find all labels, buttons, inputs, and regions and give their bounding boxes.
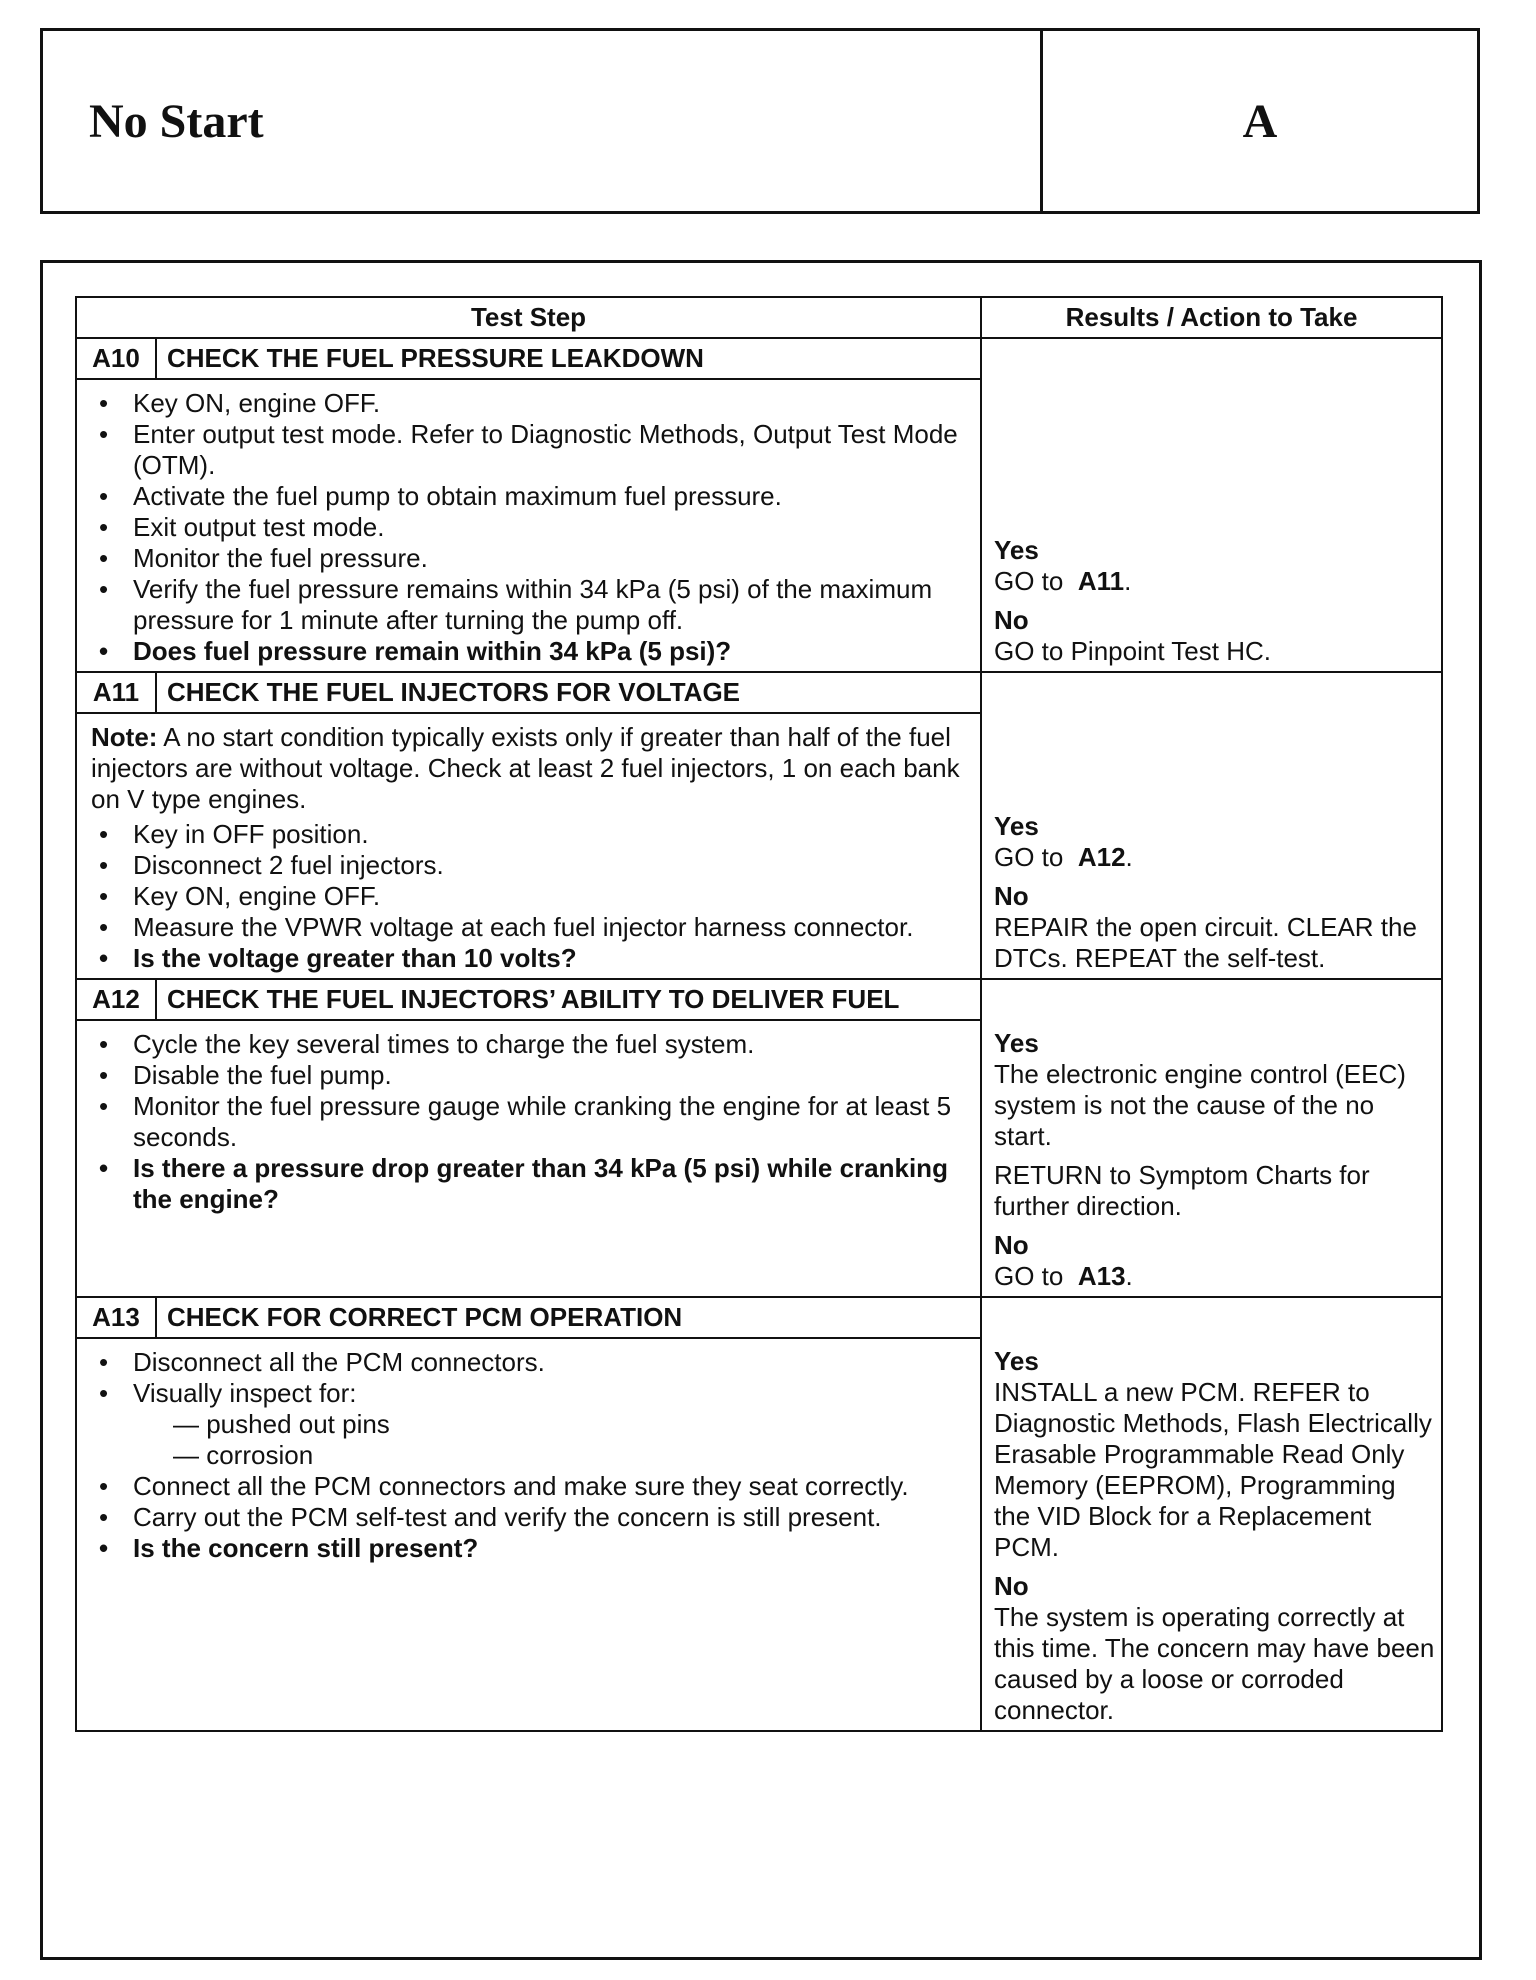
step-result <box>981 338 1442 672</box>
step-title: CHECK FOR CORRECT PCM OPERATION <box>156 1297 981 1338</box>
list-item: • Cycle the key several times to charge the fuel system. <box>91 1029 972 1060</box>
list-item: • Connect all the PCM connectors and make sure they seat correctly. <box>91 1471 972 1502</box>
step-result-spacer <box>981 979 1442 1020</box>
list-item: • Monitor the fuel pressure gauge while cranking the engine for at least 5 seconds. <box>91 1091 972 1153</box>
list-item: • Monitor the fuel pressure. <box>91 543 972 574</box>
step-result-spacer <box>981 1297 1442 1338</box>
no-text: REPAIR the open circuit. CLEAR the DTCs. REPEAT the self-test. <box>994 912 1417 973</box>
step-question: • Is the voltage greater than 10 volts? <box>91 943 972 974</box>
result-no: No GO to A13. <box>994 1230 1437 1292</box>
step-body <box>76 379 981 672</box>
step-a13-title-row <box>76 1297 1442 1338</box>
no-text: The system is operating correctly at this time. The concern may have been caused by a loose or corroded connector. <box>994 1602 1435 1725</box>
step-a13-body-row <box>76 1338 1442 1731</box>
step-body <box>76 713 981 979</box>
step-body <box>76 1338 981 1731</box>
list-item: • Carry out the PCM self-test and verify the concern is still present. <box>91 1502 972 1533</box>
result-no <box>994 605 1437 667</box>
yes-label: Yes <box>994 1028 1039 1058</box>
step-id: A13 <box>76 1297 156 1338</box>
list-item: • Visually inspect for: <box>91 1378 972 1409</box>
step-title: CHECK THE FUEL PRESSURE LEAKDOWN <box>156 338 981 379</box>
list-item: • Measure the VPWR voltage at each fuel injector harness connector. <box>91 912 972 943</box>
sub-item: — corrosion <box>173 1440 314 1470</box>
no-label: No <box>994 881 1029 911</box>
table-header-row <box>76 297 1442 338</box>
yes-text: The electronic engine control (EEC) system is not the cause of the no start. <box>994 1059 1406 1151</box>
list-item: • Disconnect 2 fuel injectors. <box>91 850 972 881</box>
note-label: Note: <box>91 722 158 752</box>
step-question: • Is there a pressure drop greater than 34 kPa (5 psi) while cranking the engine? <box>91 1153 972 1215</box>
result-yes: Yes GO to A12. <box>994 811 1437 873</box>
content-frame <box>40 260 1482 1960</box>
step-title: CHECK THE FUEL INJECTORS FOR VOLTAGE <box>156 672 981 713</box>
no-label: No <box>994 1230 1029 1260</box>
yes-text-2: RETURN to Symptom Charts for further direction. <box>994 1160 1370 1221</box>
list-item: • Disconnect all the PCM connectors. <box>91 1347 972 1378</box>
result-yes <box>994 1346 1437 1563</box>
list-item: • Key ON, engine OFF. <box>91 388 972 419</box>
step-a10-title-row <box>76 338 1442 379</box>
col-header-test-step: Test Step <box>76 297 981 338</box>
list-item: • Disable the fuel pump. <box>91 1060 972 1091</box>
page-title: No Start <box>43 31 1043 211</box>
list-item: • Verify the fuel pressure remains within 34 kPa (5 psi) of the maximum pressure for 1 minute after turning the pump off. <box>91 574 972 636</box>
step-id: A10 <box>76 338 156 379</box>
no-ref: A13 <box>1077 1261 1126 1291</box>
result-no <box>994 881 1437 974</box>
list-item: • Key ON, engine OFF. <box>91 881 972 912</box>
result-yes <box>994 1028 1437 1152</box>
step-result <box>981 1020 1442 1297</box>
sub-item: — pushed out pins <box>173 1409 390 1439</box>
step-question: • Does fuel pressure remain within 34 kPa (5 psi)? <box>91 636 972 667</box>
result-yes: Yes GO to A11. <box>994 535 1437 597</box>
yes-text: INSTALL a new PCM. REFER to Diagnostic Methods, Flash Electrically Erasable Programmable Read Only Memory (EEPROM), Programming the VID Block for a Replacement PCM. <box>994 1377 1432 1562</box>
step-body <box>76 1020 981 1297</box>
no-label: No <box>994 605 1029 635</box>
step-title: CHECK THE FUEL INJECTORS’ ABILITY TO DELIVER FUEL <box>156 979 981 1020</box>
result-no <box>994 1571 1437 1726</box>
step-a12-title-row <box>76 979 1442 1020</box>
list-item: • Activate the fuel pump to obtain maximum fuel pressure. <box>91 481 972 512</box>
yes-label: Yes <box>994 1346 1039 1376</box>
list-item: • Enter output test mode. Refer to Diagnostic Methods, Output Test Mode (OTM). <box>91 419 972 481</box>
no-text: GO to Pinpoint Test HC. <box>994 636 1271 666</box>
step-result <box>981 672 1442 979</box>
yes-label: Yes <box>994 535 1039 565</box>
note-text: A no start condition typically exists only if greater than half of the fuel injectors are without voltage. Check at least 2 fuel injectors, 1 on each bank on V type engines. <box>91 722 960 814</box>
sub-list <box>91 1409 972 1471</box>
no-label: No <box>994 1571 1029 1601</box>
col-header-results: Results / Action to Take <box>981 297 1442 338</box>
test-step-table <box>75 296 1443 1732</box>
step-a12-body-row <box>76 1020 1442 1297</box>
step-result <box>981 1338 1442 1731</box>
chart-code: A <box>1242 94 1278 148</box>
step-id: A11 <box>76 672 156 713</box>
yes-prefix: GO to <box>994 842 1064 872</box>
list-item: • Exit output test mode. <box>91 512 972 543</box>
yes-ref: A11 <box>1077 566 1125 596</box>
no-prefix: GO to <box>994 1261 1064 1291</box>
step-a11-title-row <box>76 672 1442 713</box>
yes-label: Yes <box>994 811 1039 841</box>
step-id: A12 <box>76 979 156 1020</box>
yes-ref: A12 <box>1077 842 1126 872</box>
step-note <box>91 722 972 815</box>
yes-prefix: GO to <box>994 566 1064 596</box>
step-question: • Is the concern still present? <box>91 1533 972 1564</box>
header-box <box>40 28 1480 214</box>
list-item: • Key in OFF position. <box>91 819 972 850</box>
